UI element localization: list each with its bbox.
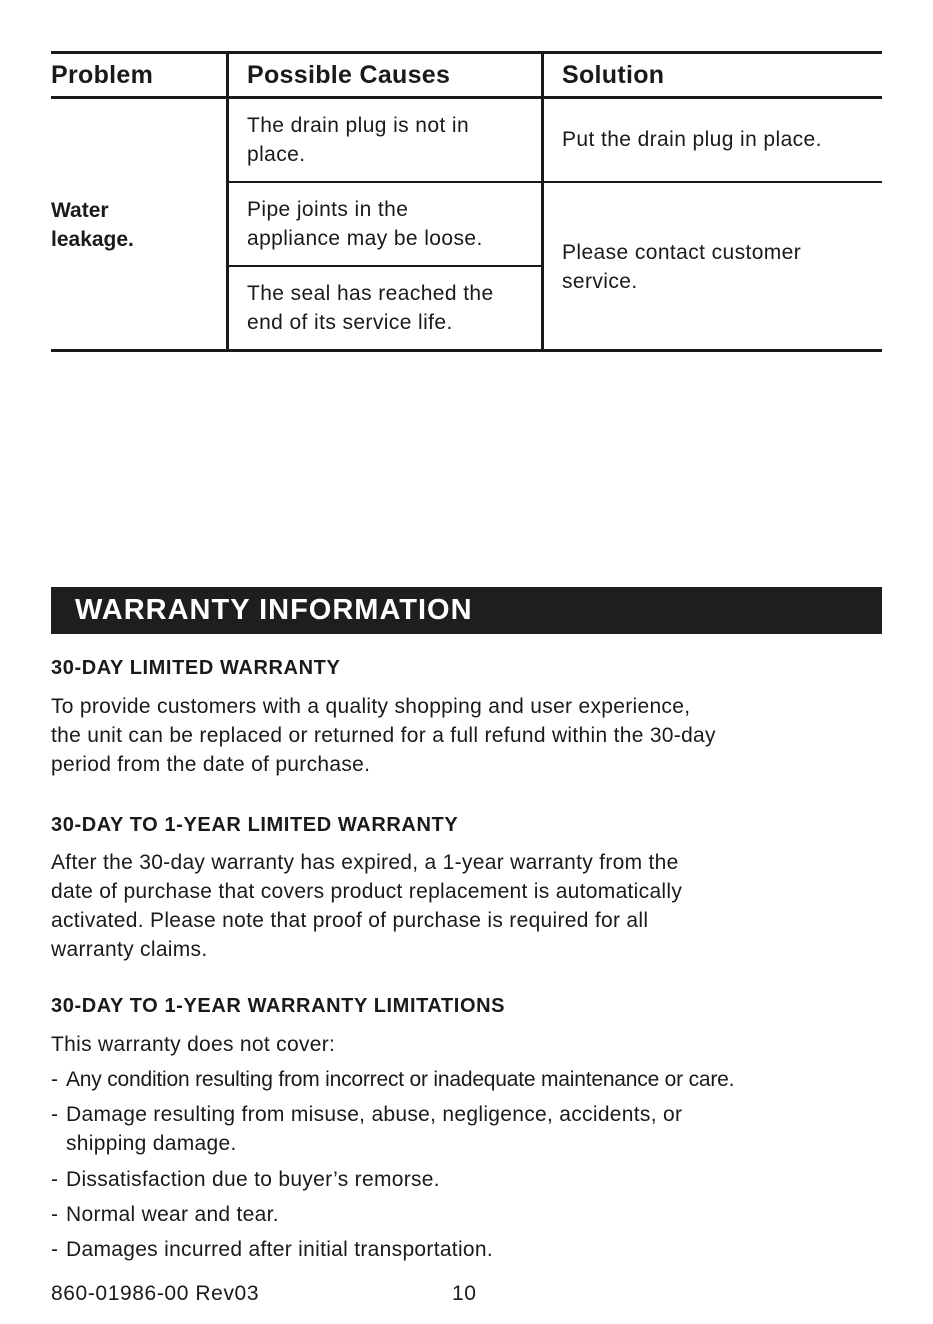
solution-cell bbox=[562, 238, 801, 296]
table-column-divider bbox=[541, 51, 544, 352]
section-heading: 30-DAY TO 1-YEAR LIMITED WARRANTY bbox=[51, 814, 459, 836]
list-item-text bbox=[66, 1165, 886, 1194]
list-item-text bbox=[66, 1100, 886, 1158]
cause-line: appliance may be loose. bbox=[247, 227, 483, 250]
list-item bbox=[51, 1235, 891, 1264]
solution-line: Please contact customer bbox=[562, 241, 802, 264]
section-heading: 30-DAY TO 1-YEAR WARRANTY LIMITATIONS bbox=[51, 995, 506, 1017]
header-solution: Solution bbox=[562, 61, 665, 89]
list-item-line: shipping damage. bbox=[66, 1132, 237, 1155]
body-line: period from the date of purchase. bbox=[51, 753, 371, 776]
solution-cell bbox=[562, 125, 822, 154]
cause-line: The drain plug is not in bbox=[247, 114, 470, 137]
cause-cell bbox=[247, 111, 469, 169]
problem-line: Water bbox=[51, 199, 109, 222]
cause-line: place. bbox=[247, 143, 306, 166]
body-line: warranty claims. bbox=[51, 938, 208, 961]
bullet-marker: - bbox=[51, 1168, 59, 1191]
section-heading: 30-DAY LIMITED WARRANTY bbox=[51, 657, 341, 679]
list-item-line: Normal wear and tear. bbox=[66, 1203, 279, 1226]
body-line: After the 30-day warranty has expired, a 1-year warranty from the bbox=[51, 851, 679, 874]
list-item-text bbox=[66, 1235, 886, 1264]
section-body bbox=[51, 692, 881, 779]
cause-line: The seal has reached the bbox=[247, 282, 494, 305]
table-row-divider bbox=[227, 265, 543, 267]
body-line: activated. Please note that proof of purchase is required for all bbox=[51, 909, 649, 932]
table-top-rule bbox=[51, 51, 882, 54]
list-item bbox=[51, 1065, 891, 1094]
body-line: date of purchase that covers product replacement is automatically bbox=[51, 880, 683, 903]
list-item-line: Any condition resulting from incorrect or inadequate maintenance or care. bbox=[66, 1068, 735, 1091]
list-item-line: Damage resulting from misuse, abuse, negligence, accidents, or bbox=[66, 1103, 683, 1126]
body-line: This warranty does not cover: bbox=[51, 1033, 336, 1056]
list-item-line: Dissatisfaction due to buyer’s remorse. bbox=[66, 1168, 440, 1191]
cause-cell bbox=[247, 195, 483, 253]
list-item bbox=[51, 1165, 891, 1194]
body-line: the unit can be replaced or returned for a full refund within the 30-day bbox=[51, 724, 716, 747]
problem-cell bbox=[51, 196, 134, 254]
list-item bbox=[51, 1100, 891, 1158]
bullet-marker: - bbox=[51, 1238, 59, 1261]
header-problem: Problem bbox=[51, 61, 154, 89]
problem-line: leakage. bbox=[51, 228, 134, 251]
document-code: 860-01986-00 Rev03 bbox=[51, 1282, 260, 1305]
table-bottom-rule bbox=[51, 349, 882, 352]
table-row-divider bbox=[227, 181, 882, 183]
bullet-marker: - bbox=[51, 1068, 59, 1091]
table-column-divider bbox=[226, 51, 229, 352]
table-header-rule bbox=[51, 96, 882, 99]
cause-cell bbox=[247, 279, 494, 337]
solution-line: Put the drain plug in place. bbox=[562, 128, 822, 151]
list-item bbox=[51, 1200, 891, 1229]
bullet-marker: - bbox=[51, 1103, 59, 1126]
body-line: To provide customers with a quality shopping and user experience, bbox=[51, 695, 691, 718]
section-body bbox=[51, 1030, 881, 1059]
bullet-marker: - bbox=[51, 1203, 59, 1226]
warranty-title: WARRANTY INFORMATION bbox=[75, 594, 473, 626]
section-body bbox=[51, 848, 881, 964]
cause-line: Pipe joints in the bbox=[247, 198, 409, 221]
warranty-banner bbox=[51, 587, 882, 634]
troubleshooting-table bbox=[51, 51, 882, 352]
list-item-text bbox=[66, 1200, 886, 1229]
header-possible-causes: Possible Causes bbox=[247, 61, 451, 89]
list-item-line: Damages incurred after initial transportation. bbox=[66, 1238, 494, 1261]
cause-line: end of its service life. bbox=[247, 311, 453, 334]
list-item-text bbox=[66, 1065, 886, 1094]
solution-line: service. bbox=[562, 270, 638, 293]
page-number: 10 bbox=[452, 1282, 477, 1305]
